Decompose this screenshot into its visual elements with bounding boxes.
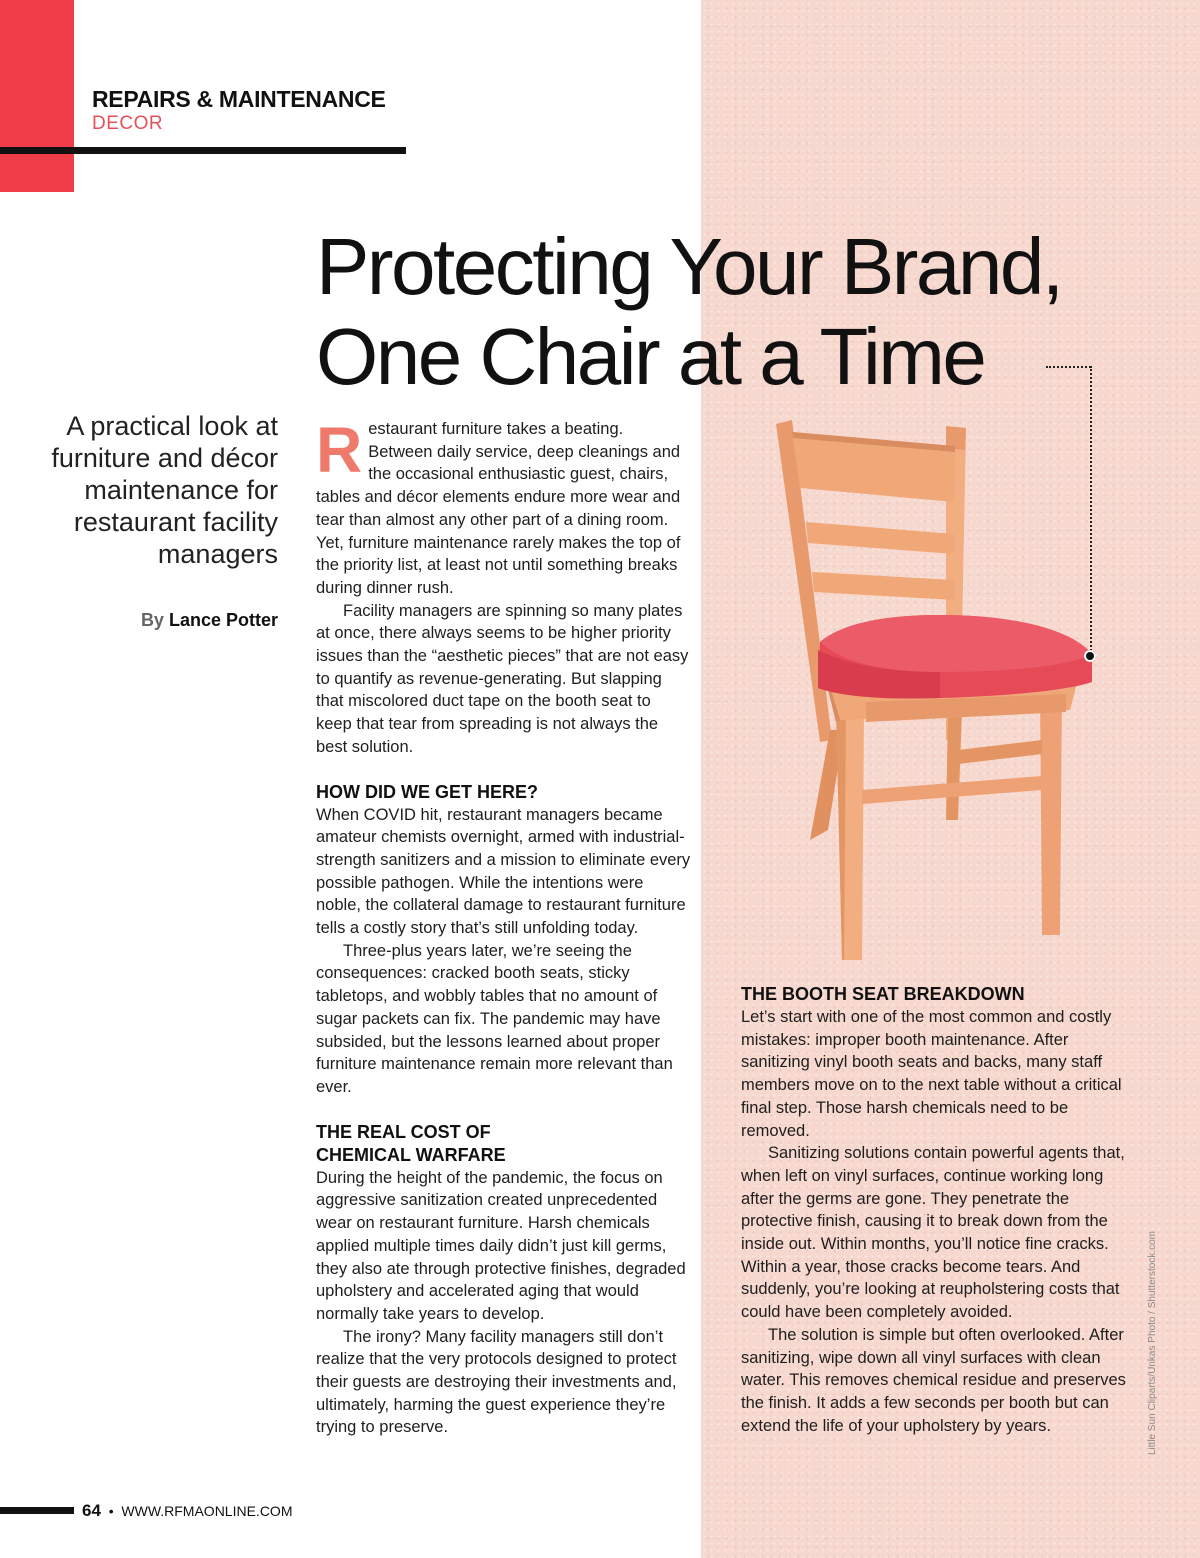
article-column-2 (741, 983, 1133, 1437)
byline-prefix: By (140, 610, 164, 630)
intro-paragraph-1-text: estaurant furniture takes a beating. Between daily service, deep cleanings and the occasional enthusiastic guest, chairs, tables and décor elements endure more wear and tear than almost any other part of a dining room. Yet, furniture maintenance rarely makes the top of the priority list, at least not until something breaks during dinner rush. (316, 420, 681, 597)
callout-line-vertical (1090, 366, 1092, 654)
intro-paragraph-2: Facility managers are spinning so many plates at once, there always seems to be higher priority issues than the “aesthetic pieces” that are not easy to quantify as revenue-generating. But slapping that miscolored duct tape on the booth seat to keep that tear from spreading is not always the best solution. (316, 601, 689, 756)
accent-red-block (0, 0, 74, 192)
section-heading-booth: THE BOOTH SEAT BREAKDOWN (741, 984, 1025, 1004)
headline-line-2: One Chair at a Time (316, 312, 985, 401)
callout-dot-icon (1084, 650, 1096, 662)
section-booth-paragraph-3: The solution is simple but often overlooked. After sanitizing, wipe down all vinyl surfaces with clean water. This removes chemical residue and preserves the finish. It adds a few seconds per booth but can extend the life of your upholstery by years. (741, 1325, 1126, 1435)
footer-separator: • (108, 1503, 114, 1519)
section-booth-paragraph-1: Let’s start with one of the most common and costly mistakes: improper booth maintenance. After sanitizing vinyl booth seats and backs, many staff members move on to the next table without a critical final step. Those harsh chemicals need to be removed. (741, 1008, 1122, 1140)
page-number: 64 (82, 1501, 101, 1520)
section-heading-cost-line-2: CHEMICAL WARFARE (316, 1144, 506, 1165)
section-booth-paragraph-2: Sanitizing solutions contain powerful agents that, when left on vinyl surfaces, continue working long after the germs are gone. They penetrate the protective finish, causing it to break down from the inside out. Within months, you’ll notice fine cracks. Within a year, those cracks become tears. And suddenly, you’re looking at reupholstering costs that could have been completely avoided. (741, 1144, 1125, 1322)
header-rule (0, 147, 406, 154)
photo-credit: Little Sun Cliparts/Unkas Photo / Shutterstock.com (1147, 1231, 1158, 1455)
byline-author: Lance Potter (168, 610, 278, 630)
article-column-1 (316, 414, 691, 1439)
footer-site-link[interactable]: WWW.RFMAONLINE.COM (121, 1503, 293, 1519)
dropcap: R (316, 414, 363, 486)
section-cost-paragraph-1: During the height of the pandemic, the focus on aggressive sanitization created unprecedented wear on restaurant furniture. Harsh chemicals applied multiple times daily didn’t just kill germs, they also ate through protective finishes, degraded upholstery and accelerated aging that would normally take years to develop. (316, 1168, 686, 1323)
deck: A practical look at furniture and décor maintenance for restaurant facility managers (51, 411, 278, 569)
headline (316, 222, 1196, 402)
section-heading-cost (316, 1121, 691, 1167)
chair-illustration (770, 410, 1130, 965)
section-subtitle: DECOR (92, 113, 164, 134)
intro-paragraph-1 (316, 414, 691, 600)
headline-line-1: Protecting Your Brand, (316, 222, 1062, 311)
section-cost-paragraph-2: The irony? Many facility managers still don’t realize that the very protocols designed to protect their guests are destroying their investments and, ultimately, harming the guest experience they’re trying to preserve. (316, 1327, 677, 1437)
byline (40, 610, 278, 631)
section-how-paragraph-1: When COVID hit, restaurant managers became amateur chemists overnight, armed with industrial-strength sanitizers and a mission to eliminate every possible pathogen. While the intentions were noble, the collateral damage to restaurant furniture tells a costly story that’s still unfolding today. (316, 805, 691, 938)
footer (82, 1501, 293, 1521)
section-heading-cost-line-1: THE REAL COST OF (316, 1121, 491, 1142)
section-how-paragraph-2: Three-plus years later, we’re seeing the consequences: cracked booth seats, sticky tabletops, and wobbly tables that no amount of sugar packets can fix. The pandemic may have subsided, but the lessons learned about proper furniture maintenance remain more relevant than ever. (316, 941, 673, 1096)
section-heading-how: HOW DID WE GET HERE? (316, 781, 538, 802)
section-title: REPAIRS & MAINTENANCE (92, 86, 386, 112)
footer-rule (0, 1507, 74, 1514)
callout-line-horizontal (1046, 366, 1091, 368)
